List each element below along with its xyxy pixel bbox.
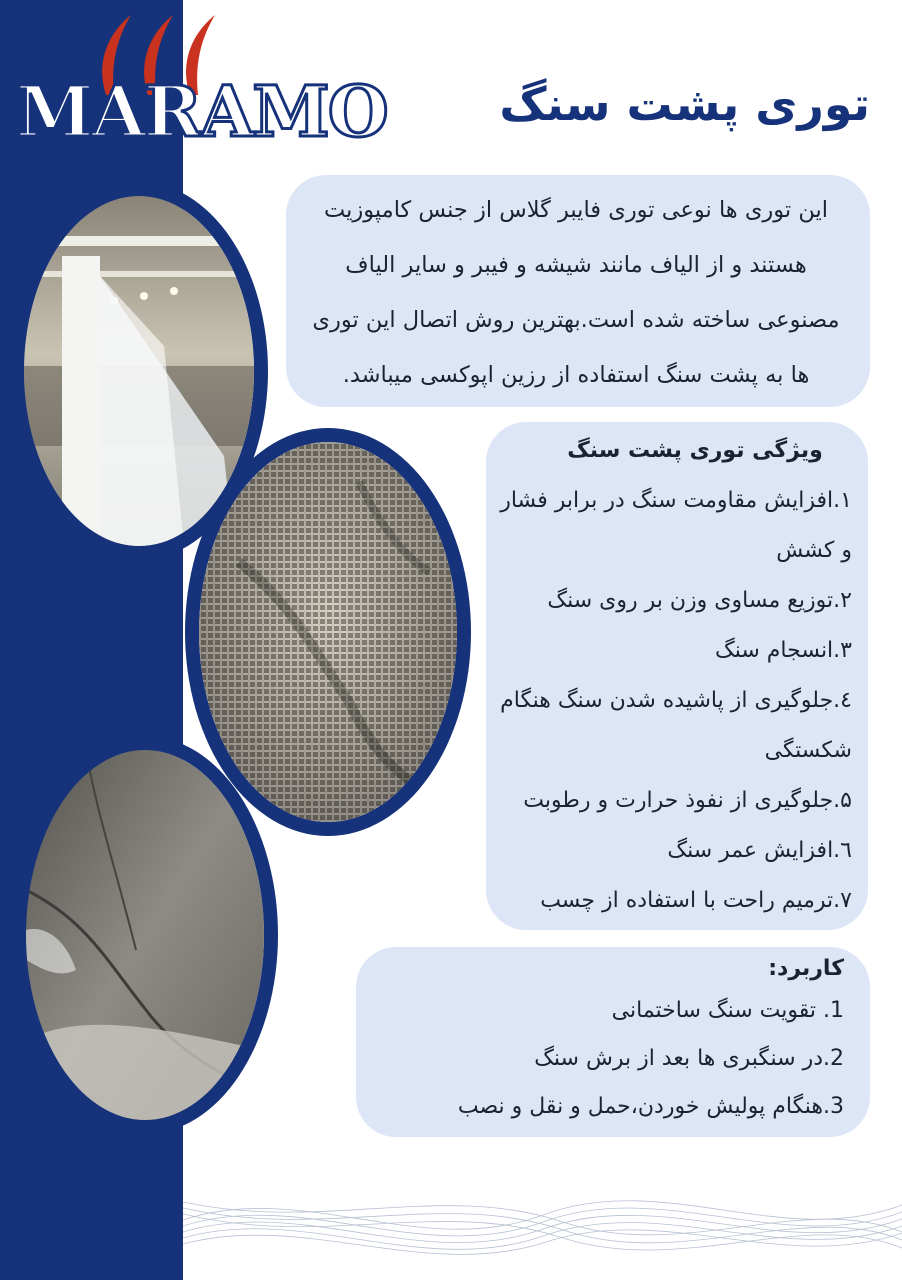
feature-item: ۳.انسجام سنگ [715, 638, 852, 663]
decorative-waves [183, 1160, 902, 1280]
usage-item: 1. تقویت سنگ ساختمانی [611, 998, 844, 1023]
usage-heading: کاربرد: [768, 956, 844, 981]
feature-item: ۲.توزیع مساوی وزن بر روی سنگ [547, 588, 852, 613]
usage-item: 3.هنگام پولیش خوردن،حمل و نقل و نصب [457, 1094, 844, 1119]
feature-item: ٦.افزایش عمر سنگ [667, 838, 852, 863]
usage-list [372, 987, 844, 1131]
feature-item: ٤.جلوگیری از پاشیده شدن سنگ هنگام شکستگی [500, 688, 852, 763]
usage-item: 2.در سنگبری ها بعد از برش سنگ [534, 1046, 844, 1071]
feature-item: ۷.ترمیم راحت با استفاده از چسب [540, 888, 852, 913]
intro-text: این توری ها نوعی توری فایبر گلاس از جنس کامپوزیت هستند و از الیاف مانند شیشه و فیبر و سایر الیاف مصنوعی ساخته شده است.بهترین روش اتصال این توری ها به پشت سنگ استفاده از رزین اپوکسی میباشد. [312, 197, 840, 388]
features-heading: ویژگی توری پشت سنگ [567, 438, 823, 463]
feature-item: ۵.جلوگیری از نفوذ حرارت و رطوبت [523, 788, 852, 813]
feature-item: ۱.افزایش مقاومت سنگ در برابر فشار و کشش [500, 488, 852, 563]
maramo-logo [16, 10, 387, 153]
photo-mesh-closeup [185, 428, 471, 836]
features-list [498, 476, 852, 926]
logo-wordmark: MARAMO [16, 70, 387, 153]
page-title: توری پشت سنگ [499, 77, 870, 131]
usage-panel [356, 947, 870, 1137]
intro-panel [286, 175, 870, 407]
features-panel [486, 422, 868, 930]
photo-stone-mesh [12, 736, 278, 1134]
